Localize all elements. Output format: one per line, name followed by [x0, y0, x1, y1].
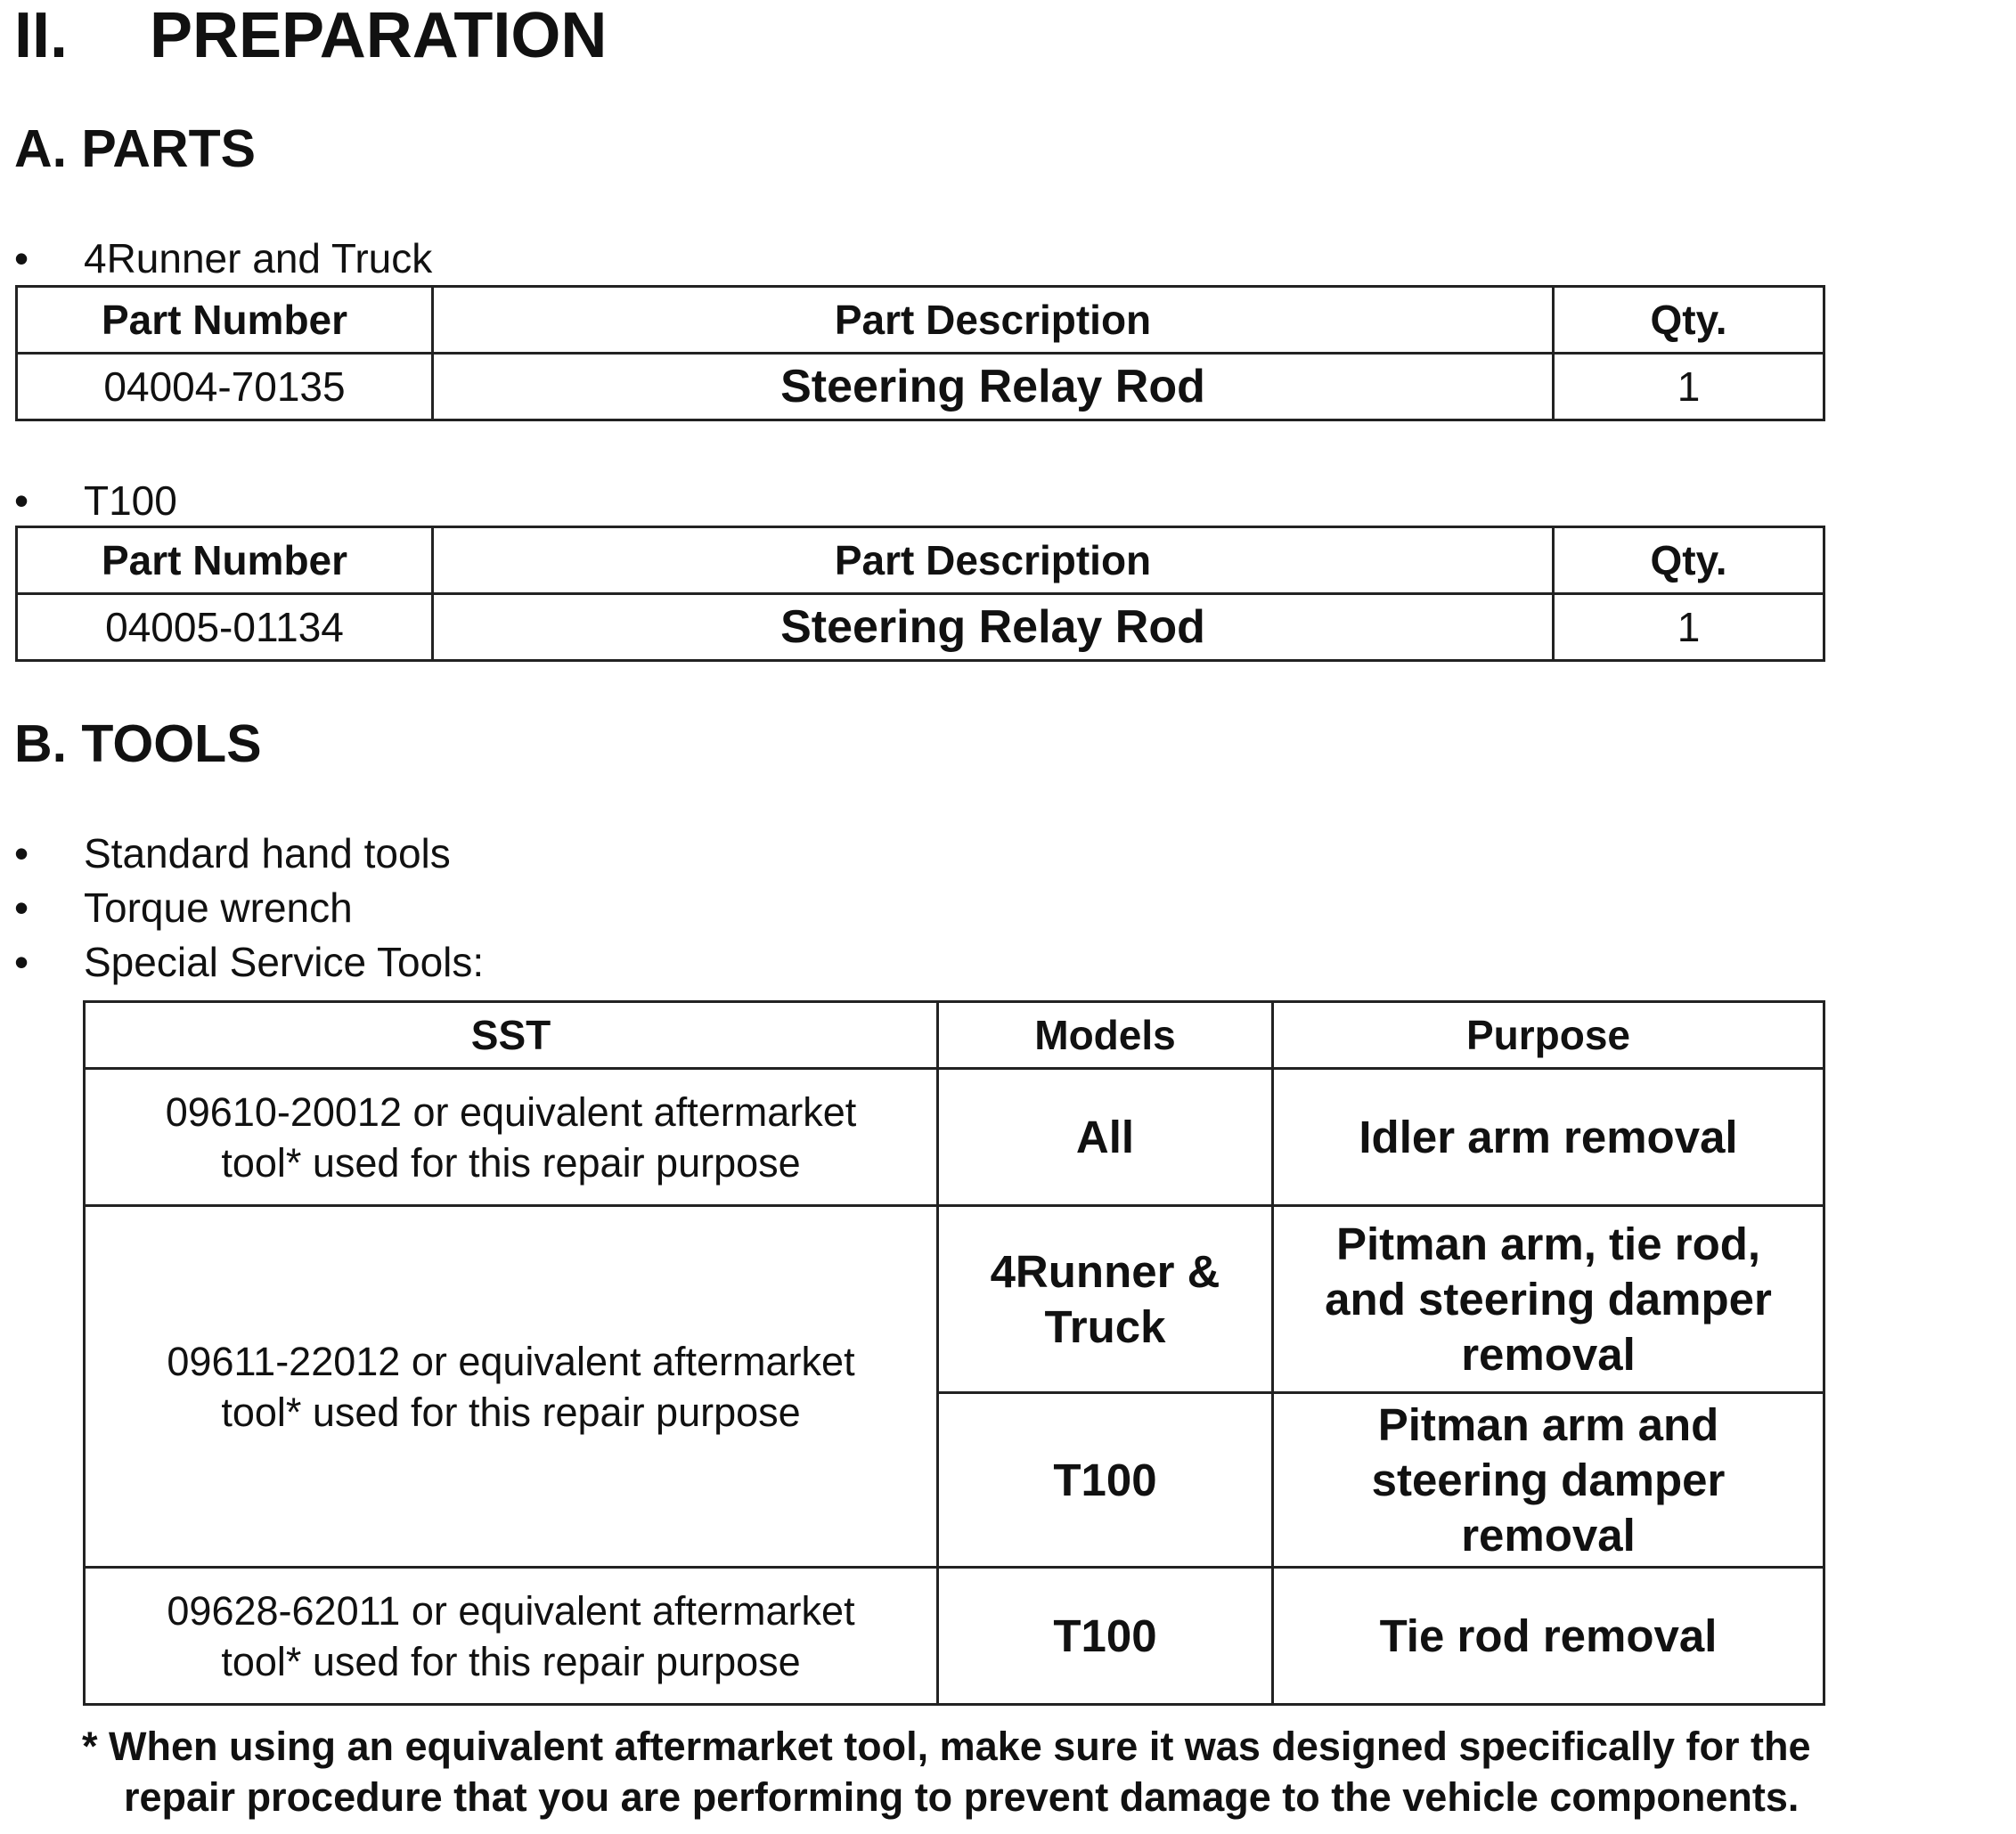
- tools-bullet-torque-wrench: • Torque wrench: [14, 884, 353, 931]
- header-sst: SST: [85, 1002, 938, 1069]
- header-models: Models: [938, 1002, 1273, 1069]
- header-part-number: Part Number: [17, 527, 433, 594]
- purpose-cell: Pitman arm and steering damper removal: [1273, 1393, 1824, 1568]
- sst-cell: 09610-20012 or equivalent aftermarket tool* used for this repair purpose: [85, 1069, 938, 1206]
- tools-bullet-hand-tools: • Standard hand tools: [14, 830, 451, 876]
- models-cell: All: [938, 1069, 1273, 1206]
- part-number-cell: 04004-70135: [17, 354, 433, 420]
- header-purpose: Purpose: [1273, 1002, 1824, 1069]
- models-cell: 4Runner & Truck: [938, 1206, 1273, 1393]
- part-description-cell: Steering Relay Rod: [433, 594, 1554, 661]
- header-part-description: Part Description: [433, 287, 1554, 354]
- table-row: [85, 1568, 1824, 1705]
- models-cell: T100: [938, 1393, 1273, 1568]
- parts-heading: A. PARTS: [14, 119, 256, 178]
- purpose-cell: Pitman arm, tie rod, and steering damper removal: [1273, 1206, 1824, 1393]
- part-number-cell: 04005-01134: [17, 594, 433, 661]
- table-row: [85, 1069, 1824, 1206]
- header-qty: Qty.: [1554, 287, 1824, 354]
- bullet-icon: •: [14, 477, 29, 524]
- qty-cell: 1: [1554, 354, 1824, 420]
- section-title: [14, 0, 607, 71]
- sst-table: [83, 1000, 1825, 1706]
- purpose-cell: Idler arm removal: [1273, 1069, 1824, 1206]
- models-cell: T100: [938, 1568, 1273, 1705]
- sst-cell: 09628-62011 or equivalent aftermarket tool* used for this repair purpose: [85, 1568, 938, 1705]
- bullet-icon: •: [14, 939, 29, 985]
- parts-table-t100: [15, 526, 1825, 662]
- aftermarket-tool-note: * When using an equivalent aftermarket tool, make sure it was designed specifically for the repair procedure that you are performing to prevent damage to the vehicle components.: [82, 1724, 1811, 1820]
- header-part-number: Part Number: [17, 287, 433, 354]
- tools-heading: B. TOOLS: [14, 714, 262, 773]
- part-description-cell: Steering Relay Rod: [433, 354, 1554, 420]
- sst-cell: 09611-22012 or equivalent aftermarket tool* used for this repair purpose: [85, 1206, 938, 1568]
- table-header-row: [17, 527, 1824, 594]
- section-title-text: PREPARATION: [150, 0, 608, 71]
- bullet-icon: •: [14, 884, 29, 931]
- parts-table-4runner: [15, 285, 1825, 421]
- section-number: II.: [14, 0, 69, 71]
- header-part-description: Part Description: [433, 527, 1554, 594]
- table-row: [85, 1206, 1824, 1393]
- tools-bullet-special-service-tools: • Special Service Tools:: [14, 939, 485, 985]
- parts-group-label-4runner: • 4Runner and Truck: [14, 235, 433, 281]
- table-row: [17, 594, 1824, 661]
- table-header-row: [17, 287, 1824, 354]
- table-header-row: [85, 1002, 1824, 1069]
- parts-group-label-t100: • T100: [14, 477, 177, 524]
- bullet-icon: •: [14, 830, 29, 876]
- table-row: [17, 354, 1824, 420]
- qty-cell: 1: [1554, 594, 1824, 661]
- bullet-icon: •: [14, 235, 29, 281]
- purpose-cell: Tie rod removal: [1273, 1568, 1824, 1705]
- header-qty: Qty.: [1554, 527, 1824, 594]
